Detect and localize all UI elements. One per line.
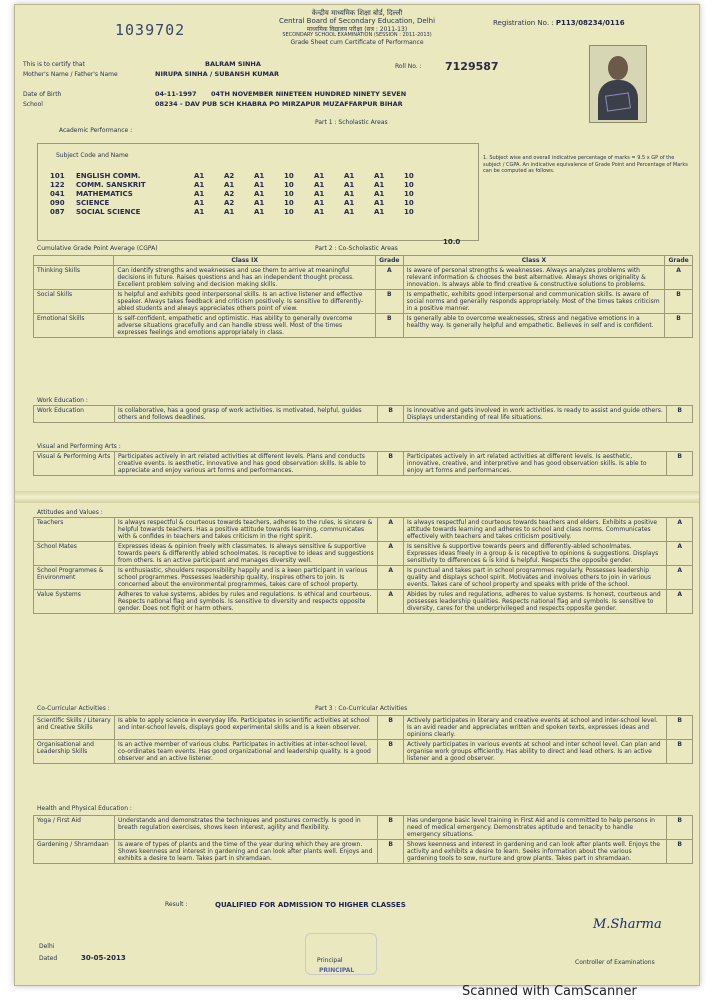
class-x-indicator: Shows keenness and interest in gardening and can look after plants well. Enjoys the activity and exhibits a desire to learn. Seeks information about the various gardening tools to sow, nurture and grow plants. Takes part in shramdaan.	[403, 840, 666, 864]
issue-date: 30-05-2013	[81, 954, 126, 962]
work-education-label: Work Education :	[37, 397, 88, 404]
grade-ix-fa: A1	[194, 208, 205, 216]
health-table	[33, 815, 693, 864]
grade-ix-overall: A1	[254, 199, 265, 207]
class-x-indicator: Is innovative and gets involved in work activities. Is ready to assist and guide others. Displays understanding of real life situations.	[403, 406, 666, 423]
cocurricular-part-label: Part 3 : Co-Curricular Activities	[315, 705, 408, 712]
attitudes-table	[33, 517, 693, 614]
grade-ix-fa: A1	[194, 172, 205, 180]
subject-row	[46, 208, 430, 217]
grade-x-fa: A1	[314, 199, 325, 207]
class-ix-indicator: Is enthusiastic, shoulders responsibility happily and is a keen participant in various school programmes. Possesses leadership quality, inspires others to join. Is concerned about the environmental programmes, takes care of school property.	[114, 566, 377, 590]
subject-code: 101	[50, 172, 65, 180]
grade-x-sa: A1	[344, 172, 355, 180]
grade-x-overall: A1	[374, 199, 385, 207]
result-label: Result :	[165, 901, 188, 908]
class-ix-grade: B	[378, 452, 404, 476]
class-ix-grade: A	[375, 266, 403, 290]
exam-name-english: SECONDARY SCHOOL EXAMINATION (SESSION : 2011-2013)	[282, 32, 432, 38]
subject-code: 087	[50, 208, 65, 216]
controller-label: Controller of Examinations	[575, 959, 655, 966]
area-name: Work Education	[34, 406, 115, 423]
class-ix-indicator: Is always respectful & courteous towards teachers, adheres to the rules, is sincere & helpful towards teachers. Has a positive attitude towards learning, communicates with & confides in teachers and takes criticism in the right spirit.	[114, 518, 377, 542]
student-photo	[589, 45, 647, 123]
class-x-grade: A	[665, 266, 693, 290]
class-ix-indicator: Expresses ideas & opinion freely with classmates. Is always sensitive & supportive towards peers & differently abled schoolmates. Is receptive to ideas and suggestions from others. Is an active participant and manages diversity well.	[114, 542, 377, 566]
class-x-indicator: Abides by rules and regulations, adheres to value systems. Is honest, courteous and possesses leadership qualities. Respects national flag and symbols. Is sensitive to diversity, cares for the underprivileged and respects opposite gender.	[403, 590, 666, 614]
grade-ix-overall: A1	[254, 172, 265, 180]
grading-notes: 1. Subject wise and overall indicative percentage of marks = 9.5 x GP of the subject / CGPA. An indicative equivalence of Grade Point and Percentage of Marks can be computed as follows.	[483, 155, 688, 174]
class-x-indicator: Actively participates in various events at school and inter school level. Can plan and organise work groups efficiently. Has ability to direct and lead others. Is an active listener and a good observer.	[403, 740, 666, 764]
class-x-indicator: Is sensitive & supportive towards peers and differently-abled schoolmates. Expresses ideas freely in a group & is receptive to opinions & suggestions. Displays sensitivity to differences & is kind & helpful. Respects the opposite gender.	[403, 542, 666, 566]
class-ix-indicator: Understands and demonstrates the techniques and postures correctly. Is good in breath regulation exercises, shows keen interest, agility and flexibility.	[114, 816, 377, 840]
grade-point-ix: 10	[284, 208, 294, 216]
area-name: Scientific Skills / Literary and Creative Skills	[34, 716, 115, 740]
coscholastic-part-label: Part 2 : Co-Scholastic Areas	[315, 245, 398, 252]
class-x-indicator: Is generally able to overcome weaknesses, stress and negative emotions in a healthy way. Is generally helpful and empathetic. Believes in self and is confident.	[403, 314, 665, 338]
class-ix-grade: B	[375, 314, 403, 338]
class-x-grade: A	[667, 542, 693, 566]
class-ix-grade: B	[378, 406, 404, 423]
class-x-grade: A	[667, 566, 693, 590]
indicator-row	[34, 740, 693, 764]
class-ix-indicator: Is helpful and exhibits good interpersonal skills. Is an active listener and effective speaker. Always takes feedback and criticism positively. Is sensitive to differently-abled students and always appreciates others point of view.	[114, 290, 376, 314]
subject-name: ENGLISH COMM.	[76, 172, 141, 180]
class-x-indicator: Has undergone basic level training in First Aid and is committed to help persons in need of medical emergency. Demonstrates aptitude and tenacity to handle emergency situations.	[403, 816, 666, 840]
area-name: Emotional Skills	[34, 314, 114, 338]
photo-head-shape	[608, 56, 628, 80]
scholastic-part-label: Part 1 : Scholastic Areas	[315, 119, 388, 126]
class-x-grade: B	[667, 740, 693, 764]
grade-x-fa: A1	[314, 172, 325, 180]
class-x-indicator: Actively participates in literary and creative events at school and inter-school level. Is an avid reader and appreciates written and spoken texts, expresses ideas and opinions clearly.	[403, 716, 666, 740]
certify-label: This is to certify that	[23, 61, 85, 68]
area-name: Gardening / Shramdaan	[34, 840, 115, 864]
cgpa-value: 10.0	[443, 238, 461, 246]
indicator-row	[34, 840, 693, 864]
class-x-indicator: Is aware of personal strengths & weaknesses. Always analyzes problems with relevant information & chooses the best alternative. Always shows originality & innovation. Is always able to find creative & constructive solutions to problems.	[403, 266, 665, 290]
indicator-row	[34, 314, 693, 338]
cocurricular-sub-label: Co-Curricular Activities :	[37, 705, 110, 712]
class-ix-indicator: Can identify strengths and weaknesses and use them to arrive at meaningful decisions in future. Raises questions and has an independent thought process. Excellent problem solving and decision making skills.	[114, 266, 376, 290]
date-of-birth: 04-11-1997	[155, 90, 197, 98]
class-ix-indicator: Is an active member of various clubs. Participates in activities at inter-school level, co-ordinates team events. Has good organizational and leadership quality. Is a good observer and an active listener.	[114, 740, 377, 764]
grade-x-sa: A1	[344, 190, 355, 198]
class-ix-indicator: Participates actively in art related activities at different levels. Plans and conducts creative events. Is aesthetic, innovative and has good observation skills. Is able to appreciate and enjoy various art forms and performances.	[114, 452, 377, 476]
grade-point-x: 10	[404, 208, 414, 216]
grade-point-x: 10	[404, 199, 414, 207]
class-x-grade: B	[667, 840, 693, 864]
dob-label: Date of Birth	[23, 91, 62, 98]
subject-header: Subject Code and Name	[56, 152, 129, 159]
grade-header-ix: Grade	[375, 256, 403, 266]
work-education-table	[33, 405, 693, 423]
board-name-hindi: केन्द्रीय माध्यमिक शिक्षा बोर्ड, दिल्ली	[311, 9, 403, 17]
arts-label: Visual and Performing Arts :	[37, 443, 121, 450]
place-label: Delhi	[39, 943, 55, 950]
cocurricular-table	[33, 715, 693, 764]
class-ix-grade: A	[378, 518, 404, 542]
class-x-grade: B	[665, 314, 693, 338]
class-ix-indicator: Is aware of types of plants and the time of the year during which they are grown. Shows keenness and interest in gardening and can look after plants well. Enjoys and exhibits a desire to learn. Takes part in shramdaan.	[114, 840, 377, 864]
grade-x-overall: A1	[374, 208, 385, 216]
class-x-indicator: Is empathetic, exhibits good interpersonal and communication skills. Is aware of social norms and generally responds appropriately. Most of the times takes criticism in a positive manner.	[403, 290, 665, 314]
student-name: BALRAM SINHA	[205, 60, 261, 68]
area-name: Teachers	[34, 518, 115, 542]
grade-x-sa: A1	[344, 181, 355, 189]
attitudes-label: Attitudes and Values :	[37, 509, 103, 516]
class-ix-indicator: Is collaborative, has a good grasp of work activities. Is motivated, helpful, guides others and follows deadlines.	[114, 406, 377, 423]
class-ix-grade: B	[378, 816, 404, 840]
area-name: Social Skills	[34, 290, 114, 314]
area-name: School Mates	[34, 542, 115, 566]
grade-x-overall: A1	[374, 172, 385, 180]
class-ix-grade: B	[378, 740, 404, 764]
parents-label: Mother's Name / Father's Name	[23, 71, 118, 78]
roll-label: Roll No. :	[395, 63, 422, 70]
class-ix-grade: A	[378, 566, 404, 590]
indicator-row	[34, 542, 693, 566]
grade-x-overall: A1	[374, 190, 385, 198]
certificate-number: 1039702	[115, 21, 186, 39]
subject-row	[46, 172, 430, 181]
paper-fold	[15, 491, 699, 503]
class-x-grade: B	[667, 816, 693, 840]
registration-number-row	[493, 19, 625, 27]
grade-point-x: 10	[404, 172, 414, 180]
registration-label: Registration No. :	[493, 19, 554, 27]
indicator-row	[34, 290, 693, 314]
class-x-indicator: Is always respectful and courteous towards teachers and elders. Exhibits a positive attitude towards learning and adheres to school and class norms. Communicates effectively with teachers and takes criticism positively.	[403, 518, 666, 542]
parents-name: NIRUPA SINHA / SUBANSH KUMAR	[155, 70, 279, 78]
class-ix-indicator: Is self-confident, empathetic and optimistic. Has ability to generally overcome adverse situations gracefully and can handle stress well. Most of the times expresses feelings and emotions appropriately in class.	[114, 314, 376, 338]
subject-name: COMM. SANSKRIT	[76, 181, 146, 189]
class-ix-header: Class IX	[114, 256, 376, 266]
grade-x-fa: A1	[314, 181, 325, 189]
indicator-row	[34, 266, 693, 290]
class-ix-grade: B	[378, 840, 404, 864]
grade-point-ix: 10	[284, 190, 294, 198]
area-name: Organisational and Leadership Skills	[34, 740, 115, 764]
grade-x-sa: A1	[344, 208, 355, 216]
grade-x-sa: A1	[344, 199, 355, 207]
photo-stamp	[605, 92, 631, 111]
grade-ix-sa: A2	[224, 172, 235, 180]
grade-ix-fa: A1	[194, 181, 205, 189]
board-name-english: Central Board of Secondary Education, Delhi	[278, 17, 436, 25]
class-ix-grade: B	[378, 716, 404, 740]
cgpa-label: Cumulative Grade Point Average (CGPA)	[37, 245, 158, 252]
area-name: Thinking Skills	[34, 266, 114, 290]
class-x-grade: B	[667, 452, 693, 476]
grade-x-overall: A1	[374, 181, 385, 189]
subject-name: SCIENCE	[76, 199, 110, 207]
grade-ix-fa: A1	[194, 190, 205, 198]
class-ix-grade: A	[378, 590, 404, 614]
grade-header-x: Grade	[665, 256, 693, 266]
class-ix-grade: A	[378, 542, 404, 566]
subject-code: 090	[50, 199, 65, 207]
class-x-grade: B	[667, 716, 693, 740]
area-name: Yoga / First Aid	[34, 816, 115, 840]
academic-performance-heading: Academic Performance :	[59, 127, 133, 134]
grade-point-x: 10	[404, 190, 414, 198]
principal-label: Principal	[317, 957, 343, 964]
class-ix-indicator: Adheres to value systems, abides by rules and regulations. Is ethical and courteous. Respects national flag and symbols. Is sensitive to diversity and respects opposite gender. Does not fight or harm others.	[114, 590, 377, 614]
result-value: QUALIFIED FOR ADMISSION TO HIGHER CLASSES	[215, 901, 406, 909]
indicator-row	[34, 406, 693, 423]
scanner-watermark: Scanned with CamScanner	[462, 984, 637, 999]
subject-code: 122	[50, 181, 65, 189]
registration-number: P113/08234/0116	[555, 19, 625, 27]
class-x-grade: B	[667, 406, 693, 423]
class-x-indicator: Is punctual and takes part in school programmes regularly. Possesses leadership quality and displays school spirit. Motivates and involves others to join in various events. Takes care of school property and speaks with pride of the school.	[403, 566, 666, 590]
subject-row	[46, 181, 430, 190]
grade-point-ix: 10	[284, 199, 294, 207]
grade-ix-sa: A1	[224, 208, 235, 216]
grade-ix-fa: A1	[194, 199, 205, 207]
class-ix-indicator: Is able to apply science in everyday life. Participates in scientific activities at school and inter-school levels, displays good experimental skills and is a keen observer.	[114, 716, 377, 740]
arts-table	[33, 451, 693, 476]
grade-point-x: 10	[404, 181, 414, 189]
date-of-birth-words: 04TH NOVEMBER NINETEEN HUNDRED NINETY SEVEN	[211, 90, 407, 98]
principal-stamp-text: PRINCIPAL	[319, 967, 355, 974]
indicator-row	[34, 518, 693, 542]
date-label: Dated	[39, 955, 58, 962]
grade-point-ix: 10	[284, 181, 294, 189]
class-ix-grade: B	[375, 290, 403, 314]
life-skills-table	[33, 255, 693, 338]
grade-ix-overall: A1	[254, 181, 265, 189]
class-x-grade: B	[665, 290, 693, 314]
roll-number: 7129587	[445, 60, 499, 73]
indicator-row	[34, 566, 693, 590]
controller-signature: M.Sharma	[593, 917, 662, 932]
class-x-indicator: Participates actively in art related activities at different levels. Is aesthetic, innovative, creative, and interpretive and has good observation skills. Is able to enjoy art forms and performances.	[403, 452, 666, 476]
class-x-header: Class X	[403, 256, 665, 266]
class-x-grade: A	[667, 518, 693, 542]
area-name: School Programmes & Environment	[34, 566, 115, 590]
grade-point-ix: 10	[284, 172, 294, 180]
school-label: School	[23, 101, 43, 108]
grade-ix-overall: A1	[254, 190, 265, 198]
area-name: Visual & Performing Arts	[34, 452, 115, 476]
grade-x-fa: A1	[314, 190, 325, 198]
grade-sheet-document	[14, 4, 700, 986]
subject-name: SOCIAL SCIENCE	[76, 208, 141, 216]
grade-x-fa: A1	[314, 208, 325, 216]
class-x-grade: A	[667, 590, 693, 614]
subject-name: MATHEMATICS	[76, 190, 133, 198]
grade-ix-overall: A1	[254, 208, 265, 216]
subjects-grid	[46, 172, 430, 217]
grade-ix-sa: A1	[224, 181, 235, 189]
academic-performance-table	[37, 143, 479, 241]
area-name: Value Systems	[34, 590, 115, 614]
health-label: Health and Physical Education :	[37, 805, 132, 812]
subject-code: 041	[50, 190, 65, 198]
certificate-title: Grade Sheet cum Certificate of Performance	[290, 39, 424, 46]
indicator-row	[34, 716, 693, 740]
indicator-row	[34, 452, 693, 476]
exam-name-hindi: माध्यमिक विद्यालय परीक्षा (सत्र : 2011-13)	[306, 26, 408, 33]
grade-ix-sa: A2	[224, 190, 235, 198]
school-name: 08234 - DAV PUB SCH KHABRA PO MIRZAPUR MUZAFFARPUR BIHAR	[155, 100, 403, 108]
grade-ix-sa: A2	[224, 199, 235, 207]
indicator-row	[34, 590, 693, 614]
indicator-row	[34, 816, 693, 840]
subject-row	[46, 190, 430, 199]
subject-row	[46, 199, 430, 208]
